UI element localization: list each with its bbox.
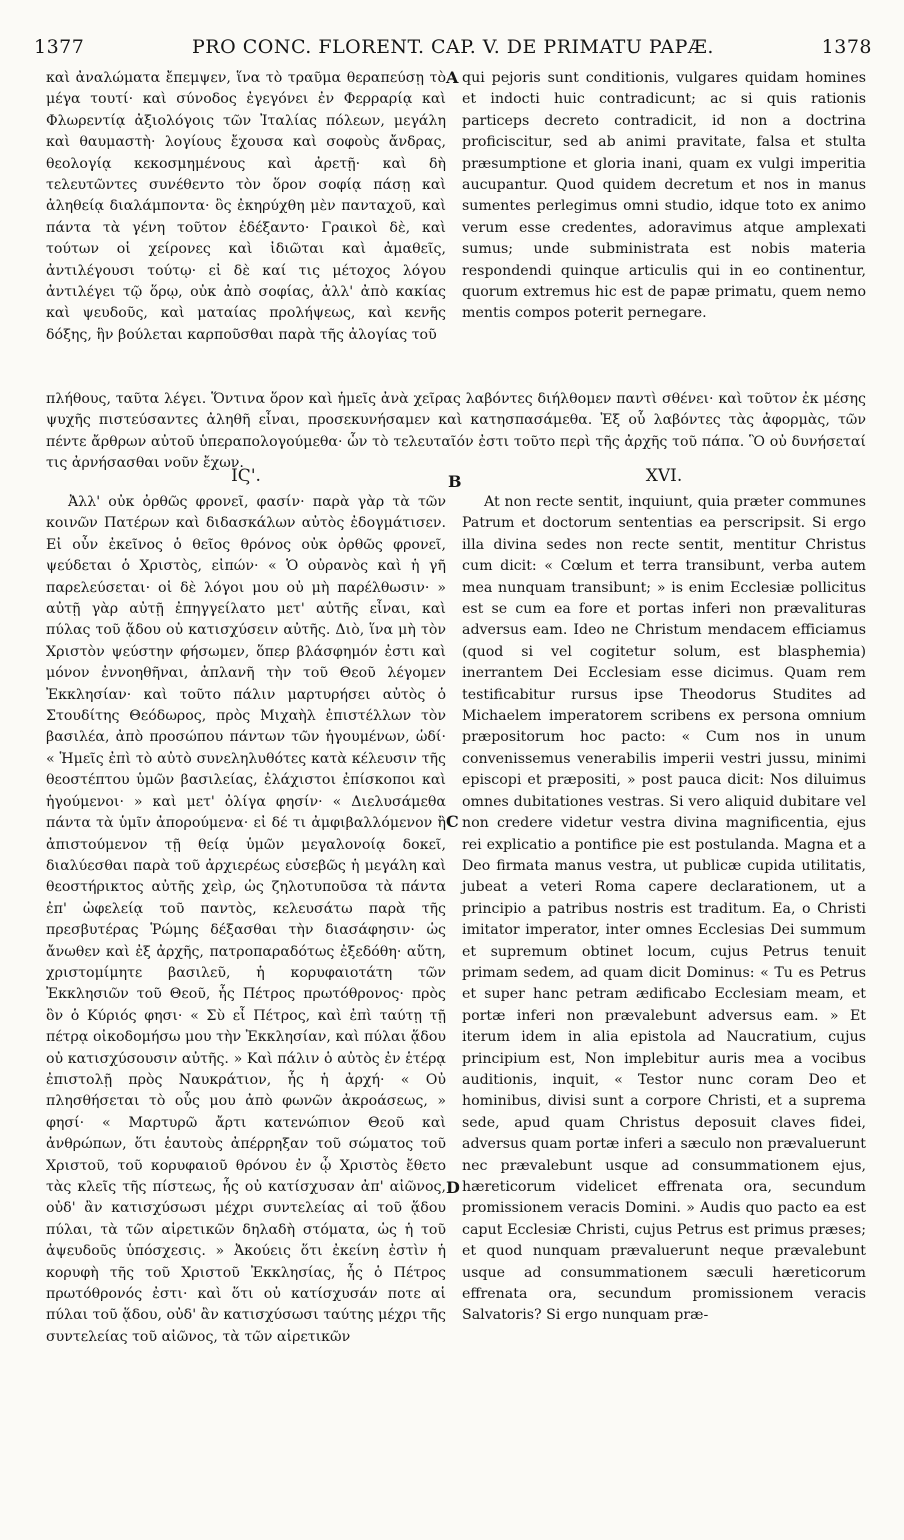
margin-marker-c: C [446, 812, 459, 831]
section-number-latin: XVI. [645, 466, 683, 486]
running-title: PRO CONC. FLORENT. CAP. V. DE PRIMATU PAPÆ. [192, 36, 714, 58]
page-number-left: 1377 [34, 36, 85, 58]
greek-paragraph: καὶ ἀναλώματα ἔπεμψεν, ἵνα τὸ τραῦμα θεραπεύσῃ τὸ μέγα τουτί· καὶ σύνοδος ἐγεγόνει ἐν Φερραρίᾳ καὶ Φλωρεντίᾳ ἀξιολόγοις τῶν Ἰταλίας πόλεων, μεγάλη καὶ θαυμαστὴ· λογίους ἔχουσα καὶ σοφοὺς ἄνδρας, θεολογίᾳ κεκοσμημένους καὶ ἀρετῇ· καὶ δὴ τελευτῶντες συνέθεντο τὸν ὅρον σοφίᾳ πάσῃ καὶ ἀληθείᾳ διαλάμποντα· ὃς ἐκηρύχθη μὲν πανταχοῦ, καὶ πάντα τὰ γένη τοῦτον ἐδέξαντο· Γραικοὶ δὲ, καὶ τούτων οἱ χείρονες καὶ ἰδιῶται καὶ ἀμαθεῖς, ἀντιλέγουσι τούτῳ· εἰ δὲ καί τις μέτοχος λόγου ἀντιλέγει τῷ ὅρῳ, οὐκ ἀπὸ σοφίας, ἀλλ' ἀπὸ κακίας καὶ ψευδοῦς, καὶ ματαίας προλήψεως, καὶ κενῆς δόξης, ἣν βούλεται καρποῦσθαι παρὰ τῆς ἀλογίας τοῦ [46, 70, 446, 343]
section-number-greek: ΙϚ'. [231, 466, 261, 486]
greek-column-top [46, 68, 446, 346]
latin-paragraph: At non recte sentit, inquiunt, quia præter communes Patrum et doctorum sententias ea perscripsit. Si ergo illa divina sedes non recte sentit, mentitur Christus cum dicit: « Cœlum et terra transibunt, verba autem mea nunquam transibunt; » is enim Ecclesiæ pollicitus est se cum ea fore et portas inferi non prævalituras adversus eam. Ideo ne Christum mendacem efficiamus (quod si vel cogitetur solum, est blasphemia) inerrantem Dei Ecclesiam esse dicimus. Quam rem testificabitur rursus ipse Theodorus Studites ad Michaelem imperatorem scribens ex persona omnium præpositorum hoc pacto: « Cum nos in unum convenissemus venerabilis imperii vestri jussu, minimi episcopi et præpositi, » post pauca dicit: Nos diluimus omnes dubitationes vestras. Si vero aliquid dubitare vel non credere videtur vestra divina magnificentia, ejus rei explicatio a pontifice pie est postulanda. Magna et a Deo firmata manus vestra, ut publicæ cupida utilitatis, jubeat a veteri Roma capere declarationem, ut a principio a patribus nostris est traditum. Ea, o Christi imitator imperator, inter omnes Ecclesias Dei summum et supremum obtinet locum, cujus Petrus tenuit primam sedem, ad quam dicit Dominus: « Tu es Petrus et super hanc petram ædificabo Ecclesiam meam, et portæ inferi non prævalebunt adversus eam. » Et iterum idem in alia epistola ad Naucratium, cujus principium est, Non implebitur auris mea a vocibus auditionis, inquit, « Testor nunc coram Deo et hominibus, divisi sunt a corpore Christi, et a suprema sede, apud quam Christus deposuit claves fidei, adversus quam portæ inferi a sæculo non prævaluerunt nec prævalebunt usque ad consummationem ejus, hæreticorum videlicet effrenata ora, secundum promissionem veracis Domini. » Audis quo pacto ea est caput Ecclesiæ Christi, cujus Petrus est primus præses; et quod nunquam prævaluerunt neque prævalebunt usque ad consummationem sæculi hæreticorum effrenata ora, secundum promissionem veracis Salvatoris? Si ergo nunquam præ- [462, 494, 866, 1324]
latin-column-top [462, 68, 866, 325]
greek-full-width-text [46, 389, 866, 475]
greek-paragraph-full: πλήθους, ταῦτα λέγει. Ὅντινα ὅρον καὶ ἡμεῖς ἀνὰ χεῖρας λαβόντες διήλθομεν παντὶ σθένει· καὶ τοῦτον ἐκ μέσης ψυχῆς πιστεύσαντες ἀληθῆ εἶναι, προσεκυνήσαμεν καὶ κατησπασάμεθα. Ἐξ οὗ λαβόντες τὰς ἀφορμὰς, τῶν πέντε ἄρθρων αὐτοῦ ὑπεραπολογούμεθα· ὧν τὸ τελευταῖόν ἐστι τοῦτο περὶ τῆς ἀρχῆς τοῦ πάπα. Ὃ οὐ δυνήσεταί τις ἀρνήσασθαι νοῦν ἔχων. [46, 391, 866, 472]
margin-marker-d: D [446, 1178, 460, 1197]
page-number-right: 1378 [821, 36, 872, 58]
greek-paragraph: Ἀλλ' οὐκ ὀρθῶς φρονεῖ, φασίν· παρὰ γὰρ τὰ τῶν κοινῶν Πατέρων καὶ διδασκάλων αὐτὸς ἐδογμάτισεν. Εἰ οὖν ἐκεῖνος ὁ θεῖος θρόνος οὐκ ὀρθῶς φρονεῖ, ψεύδεται ὁ Χριστὸς, εἰπών· « Ὁ οὐρανὸς καὶ ἡ γῆ παρελεύσεται· οἱ δὲ λόγοι μου οὐ μὴ παρέλθωσιν· » αὐτῇ γὰρ αὐτῇ ἐπηγγείλατο μετ' αὐτῆς εἶναι, καὶ πύλας τοῦ ᾅδου οὐ κατισχύσειν αὐτῆς. Διὸ, ἵνα μὴ τὸν Χριστὸν ψεύστην φήσωμεν, ὅπερ βλάσφημόν ἐστι καὶ μόνον ἐννοηθῆναι, ἀπλανῆ τὴν τοῦ Θεοῦ λέγομεν Ἐκκλησίαν· καὶ τοῦτο πάλιν μαρτυρήσει αὐτὸς ὁ Στουδίτης Θεόδωρος, πρὸς Μιχαὴλ ἐπιστέλλων τὸν βασιλέα, ἀπὸ προσώπου πάντων τῶν ἡγουμένων, ὡδί· « Ἡμεῖς ἐπὶ τὸ αὐτὸ συνεληλυθότες κατὰ κέλευσιν τῆς θεοστέπτου ὑμῶν βασιλείας, ἐλάχιστοι ἐπίσκοποι καὶ ἡγούμενοι· » καὶ μετ' ὀλίγα φησίν· « Διελυσάμεθα πάντα τὰ ὑμῖν ἀπορούμενα· εἰ δέ τι ἀμφιβαλλόμενον ἢ ἀπιστούμενον τῇ θείᾳ ὑμῶν μεγαλονοίᾳ δοκεῖ, διαλύεσθαι παρὰ τοῦ ἀρχιερέως εὐσεβῶς ἡ μεγάλη καὶ θεοστήρικτος αὐτῆς χεὶρ, ὡς ζηλοτυποῦσα τὰ πάντα ἐπ' ὠφελείᾳ τοῦ παντὸς, κελευσάτω παρὰ τῆς πρεσβυτέρας Ῥώμης δέξασθαι τὴν διασάφησιν· ὡς ἄνωθεν καὶ ἐξ ἀρχῆς, πατροπαραδότως ἐξεδόθη· αὕτη, χριστομίμητε βασιλεῦ, ἡ κορυφαιοτάτη τῶν Ἐκκλησιῶν τοῦ Θεοῦ, ἧς Πέτρος πρωτόθρονος· πρὸς ὃν ὁ Κύριός φησι· « Σὺ εἶ Πέτρος, καὶ ἐπὶ ταύτῃ τῇ πέτρᾳ οἰκοδομήσω μου τὴν Ἐκκλησίαν, καὶ πύλαι ᾅδου οὐ κατισχύσουσιν αὐτῆς. » Καὶ πάλιν ὁ αὐτὸς ἐν ἑτέρᾳ ἐπιστολῇ πρὸς Ναυκράτιον, ἧς ἡ ἀρχή· « Οὐ πλησθήσεται τὸ οὖς μου ἀπὸ φωνῶν ἀκροάσεως, » φησί· « Μαρτυρῶ ἄρτι κατενώπιον Θεοῦ καὶ ἀνθρώπων, ὅτι ἑαυτοὺς ἀπέρρηξαν τοῦ σώματος τοῦ Χριστοῦ, τοῦ κορυφαιοῦ θρόνου ἐν ᾧ Χριστὸς ἔθετο τὰς κλεῖς τῆς πίστεως, ἧς οὐ κατίσχυσαν ἀπ' αἰῶνος, οὐδ' ἂν κατισχύσωσι μέχρι συντελείας αἱ τοῦ ᾅδου πύλαι, τὰ τῶν αἱρετικῶν δηλαδὴ στόματα, ὡς ἡ τοῦ ἀψευδοῦς ὑπόσχεσις. » Ἀκούεις ὅτι ἐκείνη ἐστὶν ἡ κορυφὴ τῆς τοῦ Χριστοῦ Ἐκκλησίας, ἧς ὁ Πέτρος πρωτόθρονός ἐστι· καὶ ὅτι οὐ κατίσχυσάν ποτε αἱ πύλαι τοῦ ᾅδου, οὐδ' ἂν κατισχύσωσι ταύτης μέχρι τῆς συντελείας τοῦ αἰῶνος, τὰ τῶν αἱρετικῶν [46, 494, 446, 1345]
latin-paragraph: qui pejoris sunt conditionis, vulgares quidam homines et indocti huic contradicunt; ac si quis rationis particeps decreto contradicit, id non a doctrina proficiscitur, sed ab animi pravitate, falsa et stulta præsumptione et gloria inani, quam ex vulgi imperitia aucupantur. Quod quidem decretum et nos in manus sumentes perlegimus omni studio, idque toto ex animo verum esse credentes, adoravimus atque amplexati sumus; unde subministrata est nobis materia respondendi quinque articulis qui in eo continentur, quorum extremus hic est de papæ primatu, quem nemo mentis compos poterit pernegare. [462, 70, 866, 322]
margin-marker-a: A [446, 68, 459, 87]
greek-column-bottom [46, 492, 446, 1348]
latin-column-bottom [462, 492, 866, 1327]
margin-marker-b: B [448, 472, 462, 491]
running-header [34, 36, 872, 64]
